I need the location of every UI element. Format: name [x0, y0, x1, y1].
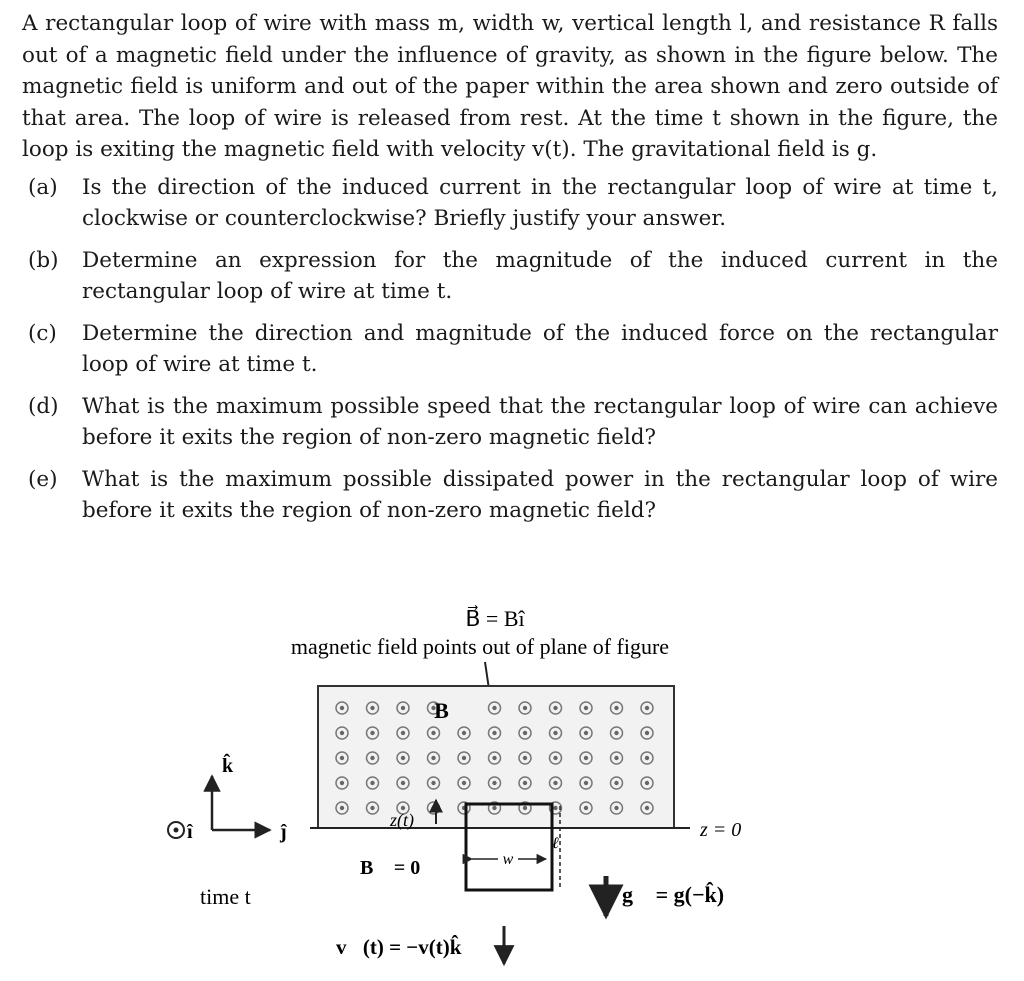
length-label: ℓ [552, 835, 559, 852]
field-dot-center [614, 756, 618, 760]
field-dot-center [614, 706, 618, 710]
part-label: (a) [28, 174, 58, 200]
field-dot-center [553, 706, 557, 710]
time-label: time t [200, 884, 251, 909]
part-label: (e) [28, 466, 58, 492]
field-dot-center [462, 756, 466, 760]
field-dot-center [401, 756, 405, 760]
part-text: Determine the direction and magnitude of the induced force on the rectangular loop of wire at time t. [82, 320, 998, 377]
field-dot-center [401, 706, 405, 710]
field-dot-center [523, 756, 527, 760]
field-dot-center [523, 781, 527, 785]
axis-j-label: ĵ [280, 821, 287, 843]
field-dot-center [492, 731, 496, 735]
i-axis-dot-icon [174, 828, 179, 833]
field-dot-center [431, 781, 435, 785]
field-dot-center [492, 706, 496, 710]
field-dot-center [492, 781, 496, 785]
field-dot-center [492, 756, 496, 760]
field-dot-center [370, 806, 374, 810]
field-dot-center [614, 806, 618, 810]
field-dot-center [614, 781, 618, 785]
velocity-label: v⃗(t) = −v(t)k̂ [336, 935, 462, 959]
problem [22, 8, 998, 537]
axis-k-label: k̂ [222, 755, 234, 777]
field-dot-center [340, 781, 344, 785]
field-dot-center [553, 781, 557, 785]
part-text: Determine an expression for the magnitude of the induced current in the rectangular loop of wire at time t. [82, 247, 998, 304]
field-dot-center [523, 706, 527, 710]
loop-figure [160, 596, 800, 976]
field-dot-center [340, 806, 344, 810]
z-zero-label: z = 0 [700, 819, 742, 841]
field-dot-center [492, 806, 496, 810]
field-dot-center [645, 706, 649, 710]
field-dot-center [584, 731, 588, 735]
part-c [22, 318, 998, 381]
figure-svg [160, 596, 800, 976]
field-dot-center [431, 756, 435, 760]
field-dot-center [645, 781, 649, 785]
field-dot-center [584, 706, 588, 710]
z-label: z(t) [390, 810, 414, 830]
field-dot-center [370, 706, 374, 710]
field-caption: magnetic field points out of plane of figure [290, 634, 670, 659]
field-dot-center [553, 731, 557, 735]
part-text: What is the maximum possible speed that the rectangular loop of wire can achieve before it exits the region of non-zero magnetic field? [82, 393, 998, 450]
part-b [22, 245, 998, 308]
axis-i-label: î [187, 821, 193, 843]
problem-intro: A rectangular loop of wire with mass m, width w, vertical length l, and resistance R falls out of a magnetic field under the influence of gravity, as shown in the figure below. The magnetic field is uniform and out of the paper within the area shown and zero outside of that area. The loop of wire is released from rest. At the time t shown in the figure, the loop is exiting the magnetic field with velocity v(t). The gravitational field is g. [22, 11, 998, 162]
field-dot-center [584, 806, 588, 810]
field-dot-center [370, 781, 374, 785]
field-dot-center [401, 731, 405, 735]
width-label: w [502, 851, 514, 868]
field-dot-center [645, 756, 649, 760]
part-a [22, 172, 998, 235]
field-dot-center [645, 806, 649, 810]
field-dot-center [553, 806, 557, 810]
part-label: (d) [28, 393, 59, 419]
field-dot-center [462, 731, 466, 735]
field-dot-center [523, 806, 527, 810]
field-dot-center [340, 706, 344, 710]
zero-field-label: B⃗ = 0⃗ [360, 857, 436, 879]
field-dot-center [584, 756, 588, 760]
field-dot-center [462, 781, 466, 785]
part-text: What is the maximum possible dissipated power in the rectangular loop of wire before it exits the region of non-zero magnetic field? [82, 466, 998, 523]
field-dot-center [614, 731, 618, 735]
field-dot-center [431, 731, 435, 735]
part-d [22, 391, 998, 454]
field-dot-center [584, 781, 588, 785]
field-dot-center [370, 731, 374, 735]
field-dot-center [340, 731, 344, 735]
part-label: (c) [28, 320, 57, 346]
field-dot-center [553, 756, 557, 760]
field-dot-center [645, 731, 649, 735]
field-dot-center [340, 756, 344, 760]
part-label: (b) [28, 247, 59, 273]
field-symbol: B⃗ [434, 698, 466, 723]
part-e [22, 464, 998, 527]
field-dot-center [370, 756, 374, 760]
part-text: Is the direction of the induced current in the rectangular loop of wire at time t, clockwise or counterclockwise? Briefly justify your answer. [82, 174, 998, 231]
gravity-label: g⃗ = g(−k̂) [622, 882, 725, 907]
problem-parts [22, 172, 998, 527]
field-dot-center [523, 731, 527, 735]
field-dot-center [401, 781, 405, 785]
field-equation: B⃗ = Bî [465, 606, 525, 631]
